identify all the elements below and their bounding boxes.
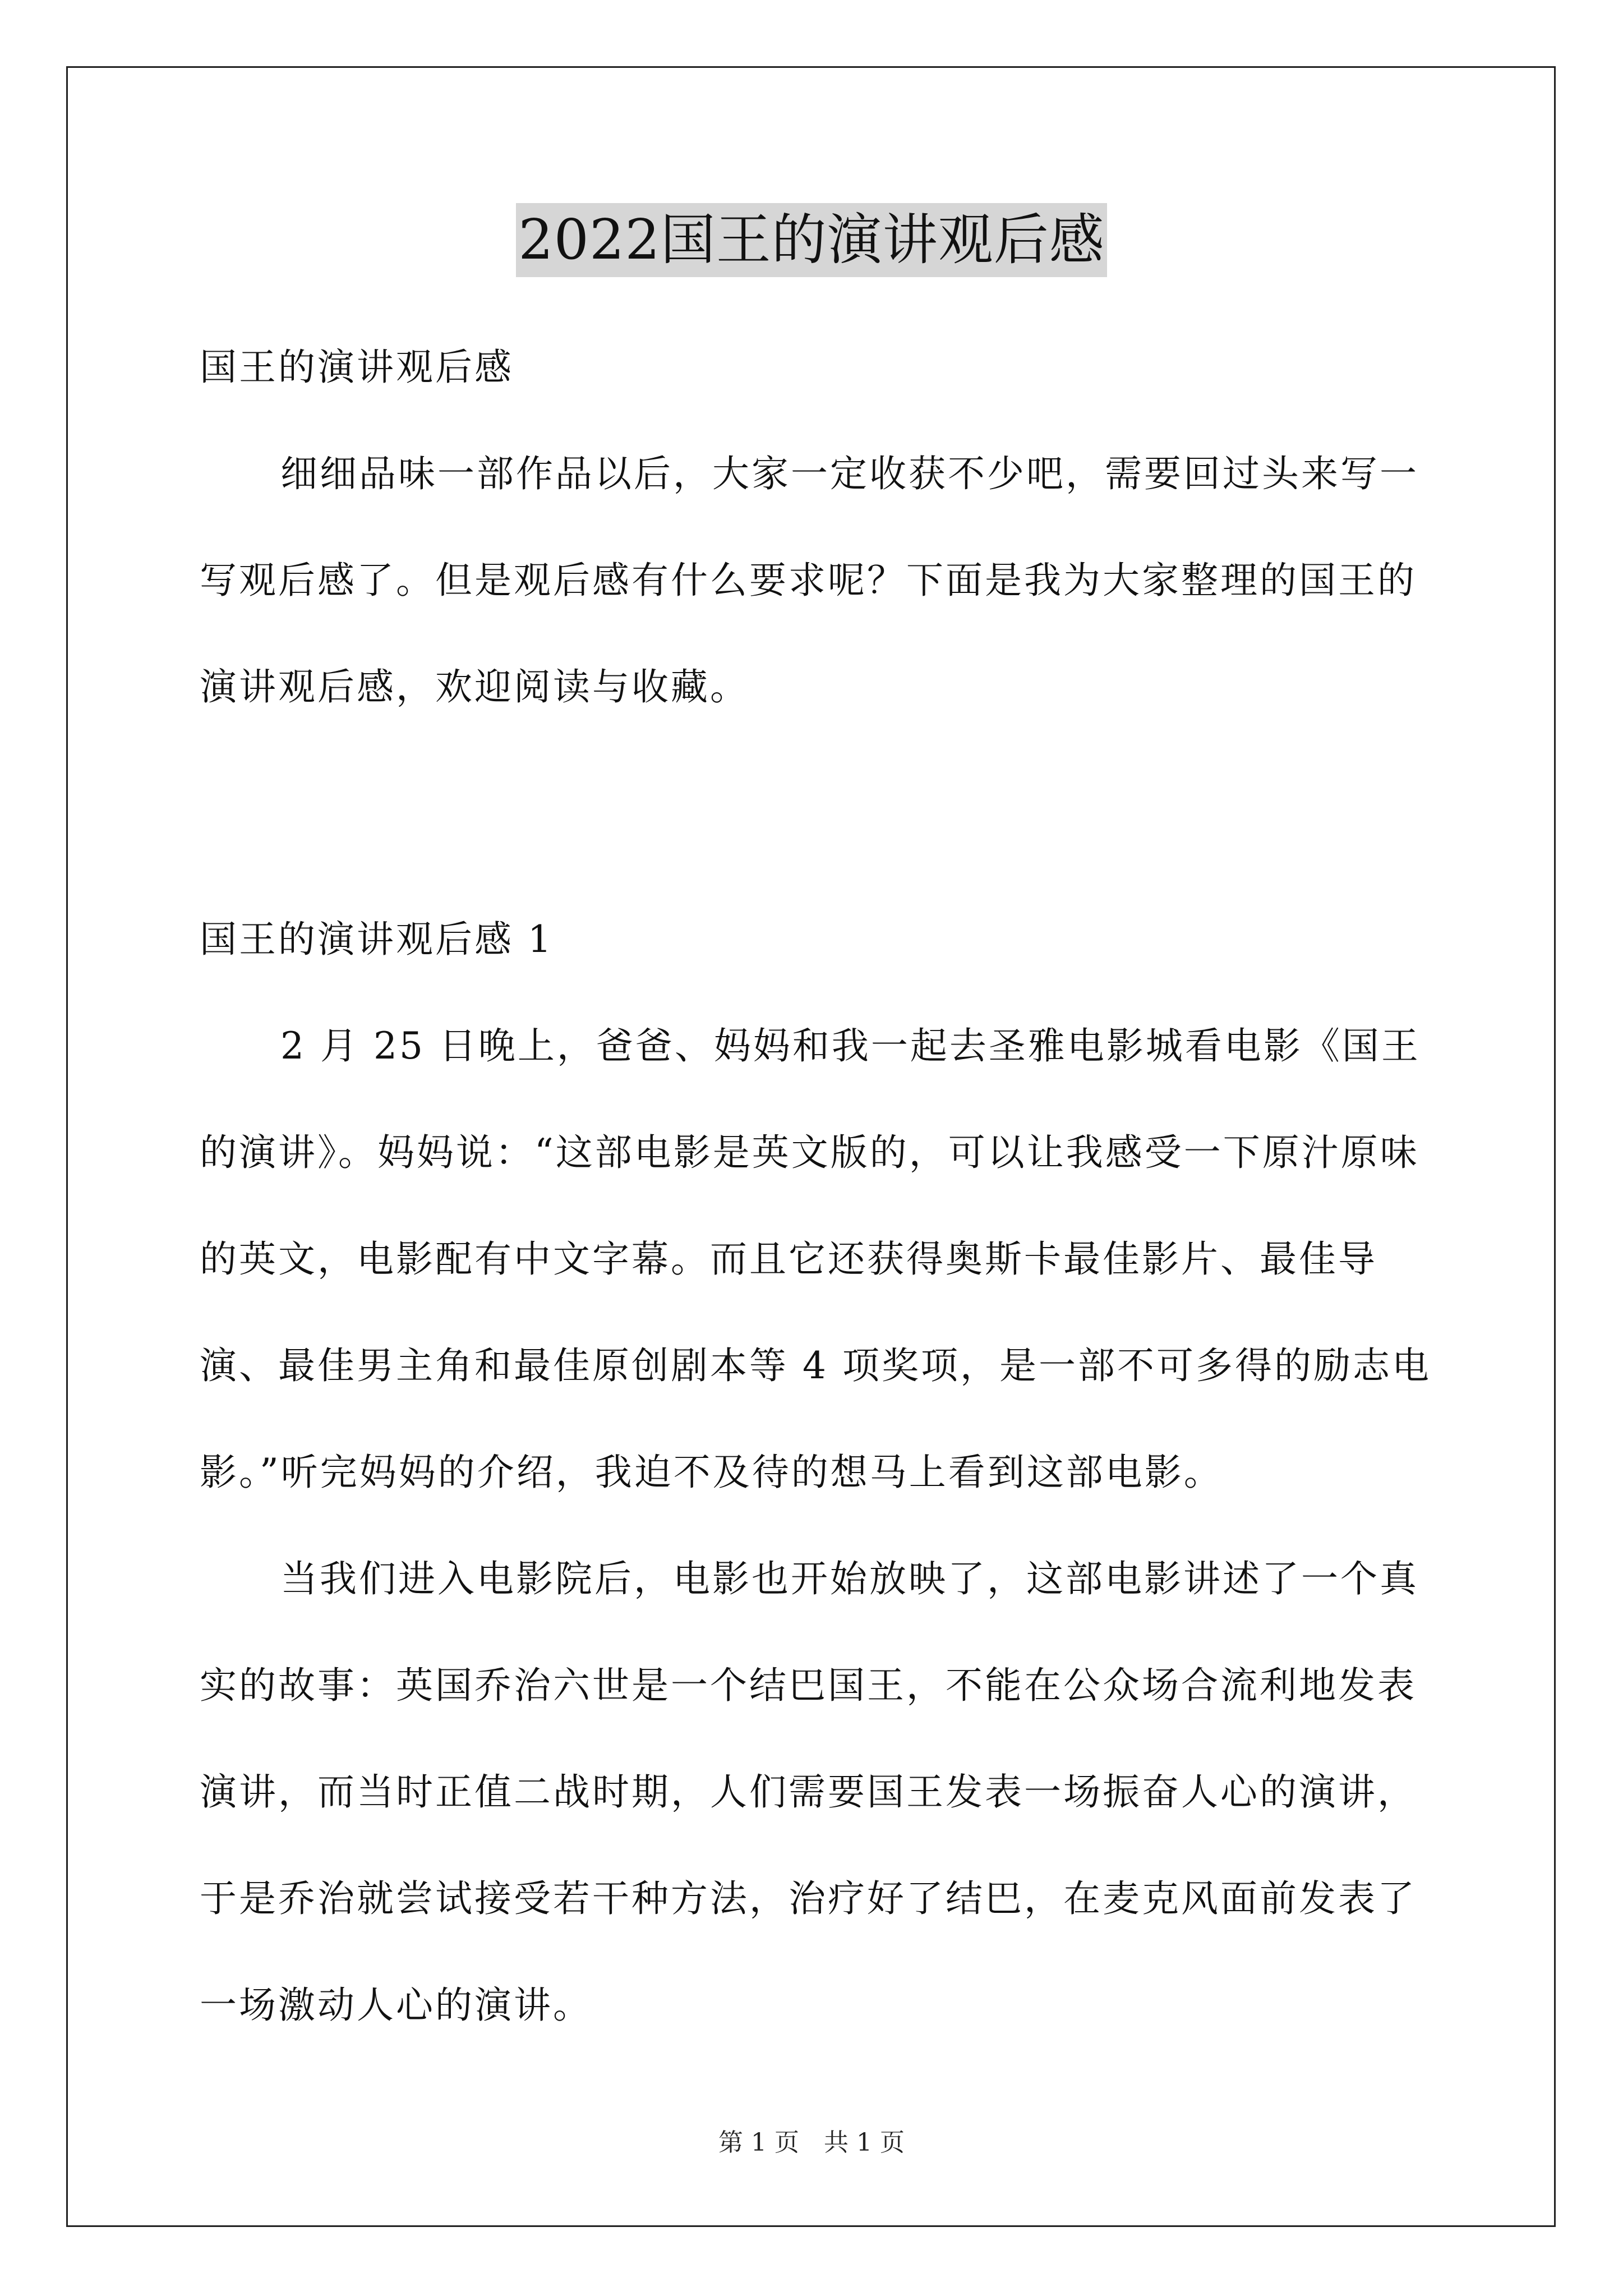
document-title: 2022国王的演讲观后感 — [516, 203, 1106, 277]
intro-section — [200, 314, 1433, 740]
page-footer: 第 1 页 共 1 页 — [718, 2128, 905, 2157]
section-1 — [200, 886, 1433, 2059]
section-1-heading: 国王的演讲观后感 1 — [200, 918, 554, 961]
section-1-paragraph-1: 2 月 25 日晚上，爸爸、妈妈和我一起去圣雅电影城看电影《国王的演讲》。妈妈说：“这部电影是英文版的，可以让我感受一下原汁原味的英文，电影配有中文字幕。而且它还获得奥斯卡最佳影片、最佳导演、最佳男主角和最佳原创剧本等 4 项奖项，是一部不可多得的励志电影。”听完妈妈的介绍，我迫不及待的想马上看到这部电影。 — [200, 1024, 1431, 1494]
section-1-paragraph-2: 当我们进入电影院后，电影也开始放映了，这部电影讲述了一个真实的故事：英国乔治六世是一个结巴国王，不能在公众场合流利地发表演讲，而当时正值二战时期，人们需要国王发表一场振奋人心的演讲，于是乔治就尝试接受若干种方法，治疗好了结巴，在麦克风面前发表了一场激动人心的演讲。 — [200, 1557, 1419, 2027]
intro-heading: 国王的演讲观后感 — [200, 346, 514, 389]
intro-paragraph: 细细品味一部作品以后，大家一定收获不少吧，需要回过头来写一写观后感了。但是观后感有什么要求呢？下面是我为大家整理的国王的演讲观后感，欢迎阅读与收藏。 — [200, 452, 1419, 708]
title-container — [0, 203, 1623, 277]
